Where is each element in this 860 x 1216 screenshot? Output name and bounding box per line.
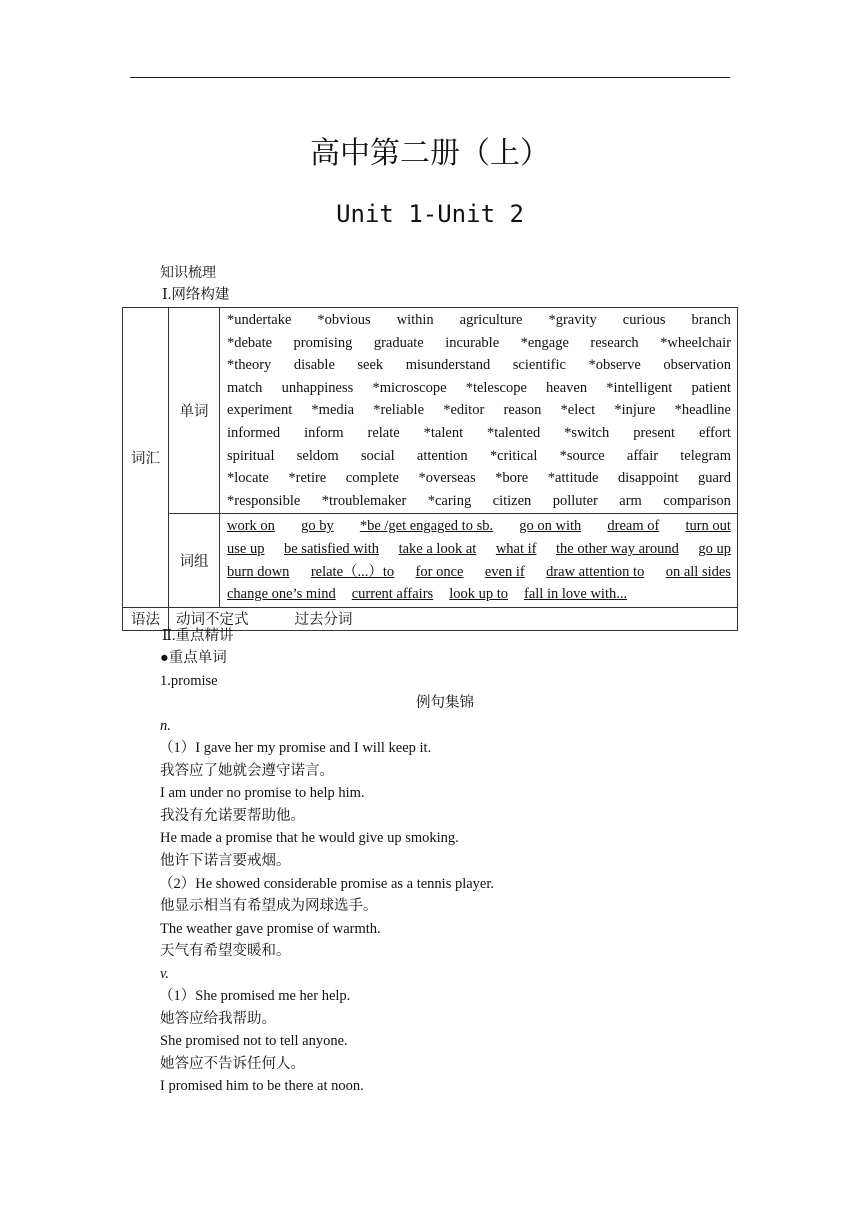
word-item: *headline [674, 402, 731, 419]
word-item: observation [663, 357, 731, 374]
phrase-row [227, 538, 731, 561]
word-item: inform [304, 424, 344, 441]
word-item: *switch [564, 424, 610, 441]
phrase-row [227, 561, 731, 584]
word-item: polluter [552, 492, 598, 509]
word-row [227, 399, 731, 422]
word-row [227, 422, 731, 445]
example-line: 我没有允诺要帮助他。 [160, 807, 305, 824]
verb-label: v. [160, 966, 169, 982]
section-heading: 知识梳理 [160, 265, 216, 281]
word-item: *retire [288, 470, 327, 487]
phrase-item: even if [484, 563, 525, 580]
word-item: *gravity [548, 312, 597, 328]
word-item: heaven [546, 379, 588, 396]
word-item: *attitude [547, 470, 599, 487]
phrases-label: 词组 [169, 514, 220, 607]
word-item: *engage [520, 334, 569, 351]
word-item: arm [619, 492, 642, 509]
word-item: *editor [443, 402, 485, 419]
word-item: *overseas [418, 470, 476, 487]
phrases-cell [220, 514, 738, 607]
vocab-label: 词汇 [123, 308, 169, 608]
word-row [227, 354, 731, 377]
word-item: *bore [495, 470, 529, 487]
example-line: 她答应不告诉任何人。 [160, 1055, 305, 1072]
word-item: incurable [445, 334, 500, 351]
phrase-item: turn out [685, 518, 731, 535]
word-item: *intelligent [606, 379, 673, 396]
word-item: *theory [227, 357, 272, 374]
word-item: affair [626, 447, 659, 464]
word-row [227, 490, 731, 513]
word-item: *obvious [317, 312, 371, 328]
word-item: scientific [512, 357, 566, 374]
word-item: *wheelchair [660, 334, 731, 351]
phrase-item: go up [698, 540, 731, 557]
word-item: match [227, 379, 263, 396]
word-item: *undertake [227, 312, 292, 328]
word-item: misunderstand [405, 357, 491, 374]
word-item: guard [697, 470, 731, 487]
word-row [227, 332, 731, 355]
header-rule [130, 77, 730, 78]
grammar-item: 动词不定式 [176, 612, 249, 629]
word-item: informed [227, 424, 281, 441]
examples-title: 例句集锦 [416, 695, 474, 711]
example-line: She promised not to tell anyone. [160, 1033, 348, 1050]
word-row [227, 377, 731, 400]
word-item: *troublemaker [321, 492, 407, 509]
word-item: experiment [227, 402, 293, 419]
grammar-label: 语法 [123, 607, 169, 630]
word-item: reason [503, 402, 542, 419]
key-words-heading: ●重点单词 [160, 650, 227, 666]
word-item: promising [293, 334, 353, 351]
words-label: 单词 [169, 308, 220, 514]
example-line: I promised him to be there at noon. [160, 1078, 364, 1095]
word-item: curious [622, 312, 666, 328]
example-line: 天气有希望变暖和。 [160, 943, 291, 960]
phrase-row [227, 583, 731, 606]
word-item: relate [367, 424, 400, 441]
word-item: disable [293, 357, 335, 374]
word-item: present [633, 424, 676, 441]
example-line: 我答应了她就会遵守诺言。 [160, 762, 334, 779]
word-item: seldom [296, 447, 339, 464]
example-line: 她答应给我帮助。 [160, 1010, 276, 1027]
phrase-item: work on [227, 518, 275, 535]
phrase-item: the other way around [556, 540, 679, 557]
word-item: citizen [492, 492, 532, 509]
word-item: *source [559, 447, 605, 464]
example-line: （1）She promised me her help. [159, 988, 351, 1004]
example-line: I am under no promise to help him. [160, 785, 365, 802]
word-item: within [396, 312, 434, 328]
word-item: complete [345, 470, 399, 487]
word-item: *caring [427, 492, 472, 509]
phrase-item: draw attention to [546, 563, 645, 580]
word-item: disappoint [618, 470, 679, 487]
noun-label: n. [160, 718, 171, 734]
word-row [227, 467, 731, 490]
example-line: He made a promise that he would give up smoking. [160, 830, 459, 847]
phrase-item: *be /get engaged to sb. [359, 518, 494, 535]
word-item: branch [691, 312, 731, 328]
example-line: 他显示相当有希望成为网球选手。 [160, 898, 378, 915]
word-row [227, 309, 731, 332]
grammar-item: 过去分词 [294, 612, 353, 629]
phrase-item: relate（...）to [310, 563, 395, 580]
word-item: spiritual [227, 447, 275, 464]
phrase-item: for once [415, 563, 464, 580]
word-item: seek [357, 357, 384, 374]
phrase-item: burn down [227, 563, 290, 580]
word-item: *observe [588, 357, 641, 374]
example-line: （1）I gave her my promise and I will keep it. [159, 740, 432, 756]
example-line: （2）He showed considerable promise as a tennis player. [159, 875, 495, 892]
phrase-item: change one’s mind [227, 586, 336, 603]
phrase-item: use up [227, 540, 265, 557]
word-item: attention [416, 447, 468, 464]
word-item: *responsible [227, 492, 301, 509]
phrase-item: be satisfied with [284, 540, 380, 557]
part2-heading: Ⅱ.重点精讲 [162, 628, 234, 644]
page-subtitle: Unit 1-Unit 2 [336, 200, 524, 228]
word-item: *locate [227, 470, 269, 487]
word-item: *talent [423, 424, 464, 441]
phrase-item: fall in love with... [524, 586, 628, 603]
word-item: *reliable [373, 402, 425, 419]
word-row [227, 445, 731, 468]
phrase-item: what if [495, 540, 537, 557]
phrase-item: take a look at [398, 540, 477, 557]
word-heading: 1.promise [160, 673, 218, 689]
part1-heading: Ⅰ.网络构建 [162, 287, 230, 303]
word-item: *critical [489, 447, 538, 464]
phrase-item: go by [301, 518, 334, 535]
knowledge-network-table [122, 307, 738, 631]
grammar-cell [169, 607, 738, 630]
example-line: 他许下诺言要戒烟。 [160, 853, 291, 869]
phrase-item: current affairs [351, 586, 434, 603]
word-item: social [360, 447, 395, 464]
word-item: *media [311, 402, 355, 419]
word-item: comparison [663, 492, 731, 509]
word-item: unhappiness [281, 379, 354, 396]
phrase-item: go on with [519, 518, 582, 535]
page-title: 高中第二册（上） [310, 136, 550, 171]
word-item: agriculture [459, 312, 523, 328]
word-item: graduate [373, 334, 424, 351]
words-cell [220, 308, 738, 514]
phrase-row [227, 515, 731, 538]
word-item: *talented [487, 424, 541, 441]
phrase-item: look up to [449, 586, 508, 603]
word-item: *debate [227, 334, 273, 351]
word-item: *elect [560, 402, 596, 419]
word-item: *microscope [372, 379, 447, 396]
example-line: The weather gave promise of warmth. [160, 920, 381, 937]
word-item: *telescope [465, 379, 527, 396]
word-item: patient [691, 379, 731, 396]
word-item: effort [699, 424, 731, 441]
phrase-item: on all sides [665, 563, 731, 580]
phrase-item: dream of [607, 518, 660, 535]
word-item: *injure [614, 402, 656, 419]
word-item: telegram [680, 447, 731, 464]
word-item: research [590, 334, 639, 351]
